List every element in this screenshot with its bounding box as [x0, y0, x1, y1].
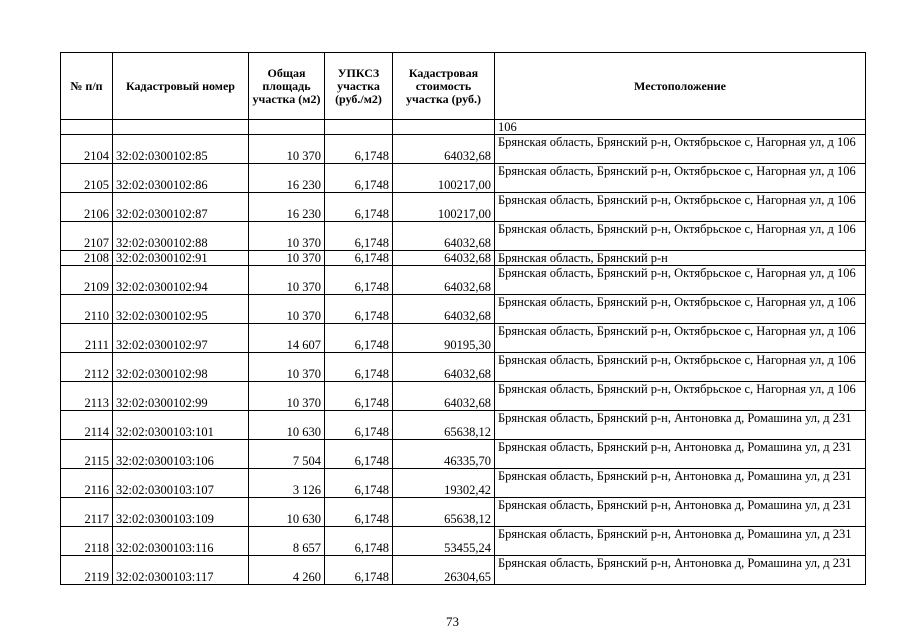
row-number-cell: 2111 [61, 324, 113, 353]
cadastral-value-cell: 100217,00 [393, 193, 495, 222]
cadastral-number-cell: 32:02:0300102:97 [113, 324, 249, 353]
table-row [61, 440, 866, 469]
row-number-cell: 2119 [61, 556, 113, 585]
header-cadastral-number: Кадастровый номер [113, 53, 249, 120]
row-number-cell: 2116 [61, 469, 113, 498]
upksz-cell: 6,1748 [325, 469, 393, 498]
table-row [61, 193, 866, 222]
area-cell: 3 126 [249, 469, 325, 498]
table-row [61, 251, 866, 266]
upksz-cell: 6,1748 [325, 295, 393, 324]
location-cell: Брянская область, Брянский р-н, Антоновка д, Ромашина ул, д 231 [495, 469, 866, 498]
cadastral-value-cell: 65638,12 [393, 498, 495, 527]
area-cell: 10 630 [249, 411, 325, 440]
area-cell: 10 370 [249, 251, 325, 266]
cadastral-value-cell: 64032,68 [393, 295, 495, 324]
carryover-cell [113, 120, 249, 135]
carryover-row [61, 120, 866, 135]
table-row [61, 353, 866, 382]
row-number-cell: 2112 [61, 353, 113, 382]
cadastral-value-cell: 53455,24 [393, 527, 495, 556]
cadastral-number-cell: 32:02:0300103:117 [113, 556, 249, 585]
upksz-cell: 6,1748 [325, 266, 393, 295]
area-cell: 10 370 [249, 135, 325, 164]
upksz-cell: 6,1748 [325, 353, 393, 382]
area-cell: 10 370 [249, 382, 325, 411]
area-cell: 16 230 [249, 193, 325, 222]
area-cell: 8 657 [249, 527, 325, 556]
table-row [61, 135, 866, 164]
cadastral-value-cell: 90195,30 [393, 324, 495, 353]
upksz-cell: 6,1748 [325, 440, 393, 469]
table-row [61, 527, 866, 556]
location-cell: Брянская область, Брянский р-н, Октябрьское с, Нагорная ул, д 106 [495, 222, 866, 251]
carryover-cell [325, 120, 393, 135]
upksz-cell: 6,1748 [325, 382, 393, 411]
upksz-cell: 6,1748 [325, 324, 393, 353]
row-number-cell: 2118 [61, 527, 113, 556]
area-cell: 10 370 [249, 266, 325, 295]
cadastral-value-cell: 46335,70 [393, 440, 495, 469]
row-number-cell: 2107 [61, 222, 113, 251]
cadastral-number-cell: 32:02:0300102:98 [113, 353, 249, 382]
row-number-cell: 2114 [61, 411, 113, 440]
table-row [61, 382, 866, 411]
row-number-cell: 2108 [61, 251, 113, 266]
area-cell: 16 230 [249, 164, 325, 193]
cadastral-number-cell: 32:02:0300102:99 [113, 382, 249, 411]
cadastral-value-cell: 64032,68 [393, 382, 495, 411]
cadastral-value-cell: 64032,68 [393, 135, 495, 164]
carryover-cell [61, 120, 113, 135]
row-number-cell: 2109 [61, 266, 113, 295]
row-number-cell: 2105 [61, 164, 113, 193]
page-number: 73 [446, 614, 459, 629]
table-row [61, 556, 866, 585]
cadastral-number-cell: 32:02:0300102:86 [113, 164, 249, 193]
cadastral-number-cell: 32:02:0300102:85 [113, 135, 249, 164]
upksz-cell: 6,1748 [325, 135, 393, 164]
area-cell: 10 370 [249, 295, 325, 324]
row-number-cell: 2106 [61, 193, 113, 222]
cadastral-value-cell: 100217,00 [393, 164, 495, 193]
cadastral-value-cell: 19302,42 [393, 469, 495, 498]
location-cell: Брянская область, Брянский р-н, Антоновка д, Ромашина ул, д 231 [495, 498, 866, 527]
upksz-cell: 6,1748 [325, 556, 393, 585]
table-header-row [61, 53, 866, 120]
upksz-cell: 6,1748 [325, 164, 393, 193]
row-number-cell: 2110 [61, 295, 113, 324]
row-number-cell: 2115 [61, 440, 113, 469]
cadastral-value-cell: 65638,12 [393, 411, 495, 440]
table-row [61, 222, 866, 251]
area-cell: 4 260 [249, 556, 325, 585]
cadastral-value-cell: 64032,68 [393, 353, 495, 382]
row-number-cell: 2104 [61, 135, 113, 164]
upksz-cell: 6,1748 [325, 222, 393, 251]
carryover-cell [249, 120, 325, 135]
cadastral-value-cell: 64032,68 [393, 251, 495, 266]
table-row [61, 498, 866, 527]
header-num: № п/п [61, 53, 113, 120]
header-area: Общая площадь участка (м2) [249, 53, 325, 120]
table-row [61, 266, 866, 295]
location-cell: Брянская область, Брянский р-н, Антоновка д, Ромашина ул, д 231 [495, 440, 866, 469]
location-cell: Брянская область, Брянский р-н, Октябрьское с, Нагорная ул, д 106 [495, 193, 866, 222]
area-cell: 14 607 [249, 324, 325, 353]
header-cadastral-value: Кадастровая стоимость участка (руб.) [393, 53, 495, 120]
cadastral-value-cell: 64032,68 [393, 266, 495, 295]
table-row [61, 411, 866, 440]
header-upksz: УПКСЗ участка (руб./м2) [325, 53, 393, 120]
location-cell: Брянская область, Брянский р-н, Октябрьское с, Нагорная ул, д 106 [495, 135, 866, 164]
cadastral-value-cell: 26304,65 [393, 556, 495, 585]
table-row [61, 324, 866, 353]
location-cell: Брянская область, Брянский р-н, Октябрьское с, Нагорная ул, д 106 [495, 295, 866, 324]
location-cell: Брянская область, Брянский р-н, Октябрьское с, Нагорная ул, д 106 [495, 324, 866, 353]
cadastral-number-cell: 32:02:0300102:94 [113, 266, 249, 295]
cadastral-number-cell: 32:02:0300103:106 [113, 440, 249, 469]
cadastral-table [60, 52, 866, 585]
area-cell: 10 630 [249, 498, 325, 527]
header-location: Местоположение [495, 53, 866, 120]
location-cell: Брянская область, Брянский р-н, Октябрьское с, Нагорная ул, д 106 [495, 382, 866, 411]
cadastral-number-cell: 32:02:0300103:116 [113, 527, 249, 556]
cadastral-number-cell: 32:02:0300102:95 [113, 295, 249, 324]
cadastral-value-cell: 64032,68 [393, 222, 495, 251]
table-row [61, 295, 866, 324]
area-cell: 7 504 [249, 440, 325, 469]
cadastral-number-cell: 32:02:0300102:87 [113, 193, 249, 222]
location-cell: Брянская область, Брянский р-н, Октябрьское с, Нагорная ул, д 106 [495, 266, 866, 295]
carryover-location: 106 [495, 120, 866, 135]
location-cell: Брянская область, Брянский р-н, Октябрьское с, Нагорная ул, д 106 [495, 164, 866, 193]
location-cell: Брянская область, Брянский р-н, Антоновка д, Ромашина ул, д 231 [495, 527, 866, 556]
area-cell: 10 370 [249, 353, 325, 382]
upksz-cell: 6,1748 [325, 251, 393, 266]
upksz-cell: 6,1748 [325, 527, 393, 556]
table-row [61, 469, 866, 498]
carryover-cell [393, 120, 495, 135]
location-cell: Брянская область, Брянский р-н, Октябрьское с, Нагорная ул, д 106 [495, 353, 866, 382]
location-cell: Брянская область, Брянский р-н [495, 251, 866, 266]
location-cell: Брянская область, Брянский р-н, Антоновка д, Ромашина ул, д 231 [495, 556, 866, 585]
cadastral-number-cell: 32:02:0300103:101 [113, 411, 249, 440]
table-row [61, 164, 866, 193]
location-cell: Брянская область, Брянский р-н, Антоновка д, Ромашина ул, д 231 [495, 411, 866, 440]
upksz-cell: 6,1748 [325, 498, 393, 527]
area-cell: 10 370 [249, 222, 325, 251]
row-number-cell: 2117 [61, 498, 113, 527]
cadastral-number-cell: 32:02:0300102:91 [113, 251, 249, 266]
cadastral-number-cell: 32:02:0300102:88 [113, 222, 249, 251]
upksz-cell: 6,1748 [325, 193, 393, 222]
cadastral-number-cell: 32:02:0300103:107 [113, 469, 249, 498]
upksz-cell: 6,1748 [325, 411, 393, 440]
row-number-cell: 2113 [61, 382, 113, 411]
cadastral-number-cell: 32:02:0300103:109 [113, 498, 249, 527]
